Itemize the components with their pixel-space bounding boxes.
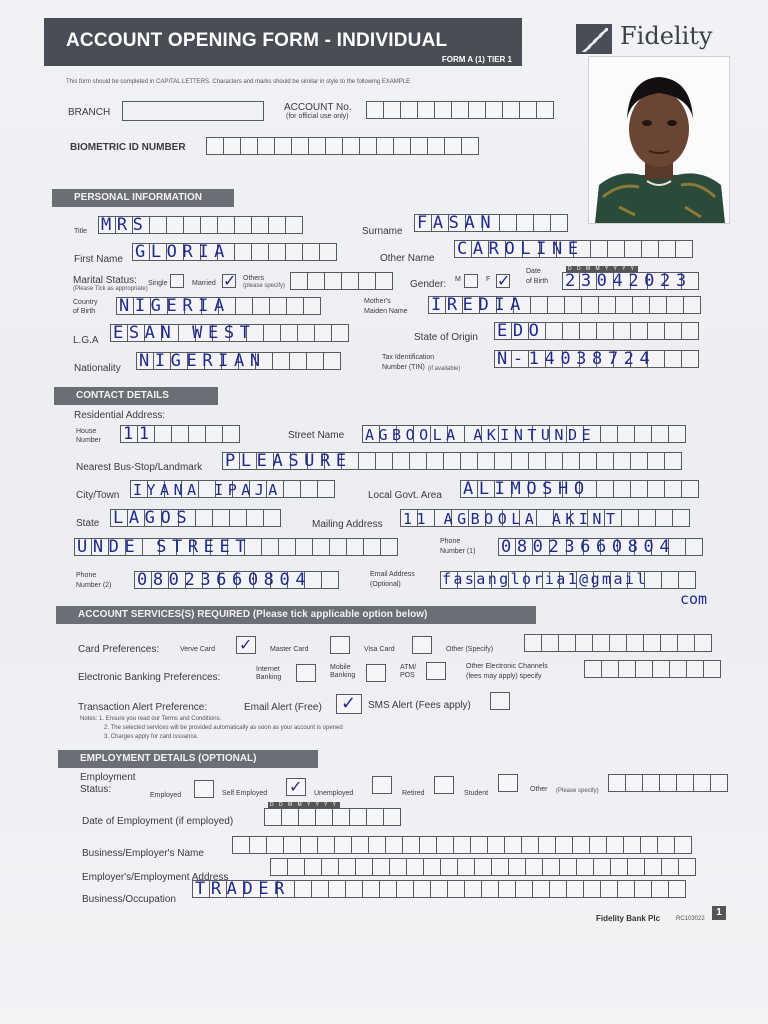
gender-label: Gender:: [410, 279, 447, 290]
origin-label: State of Origin: [414, 332, 478, 343]
master-label: Master Card: [270, 646, 309, 653]
internet-checkbox[interactable]: [296, 664, 316, 682]
title-label: Title: [74, 228, 87, 235]
retired-checkbox[interactable]: [434, 776, 454, 794]
residential-label: Residential Address:: [74, 410, 166, 421]
email-alert-label: Email Alert (Free): [244, 702, 322, 713]
lga-label: L.G.A: [73, 335, 99, 346]
state-label: State: [76, 518, 100, 529]
services-section-header: ACCOUNT SERVICES(S) REQUIRED (Please tick applicable option below): [56, 606, 536, 624]
tin-note: (if available): [428, 366, 461, 372]
lga-value: ESAN WEST: [113, 323, 256, 343]
form-title-banner: [44, 18, 522, 66]
doe-header: D D M M Y Y Y Y: [270, 802, 338, 808]
form-title: ACCOUNT OPENING FORM - INDIVIDUAL: [66, 30, 448, 51]
footer-bank: Fidelity Bank Plc: [596, 914, 661, 923]
single-label: Single: [148, 280, 168, 287]
self-employed-checkbox[interactable]: ✓: [286, 778, 306, 796]
title-value: MRS: [101, 215, 149, 235]
occupation-value: TRADER: [195, 879, 291, 899]
house-value: 11: [123, 424, 155, 444]
phone2-label-1: Phone: [76, 572, 97, 579]
fidelity-mark-icon: [576, 24, 612, 54]
self-employed-label: Self Employed: [222, 790, 268, 797]
retired-label: Retired: [402, 790, 425, 797]
country-label-1: Country: [73, 299, 98, 306]
atm-checkbox[interactable]: [426, 662, 446, 680]
doe-boxes[interactable]: [264, 808, 400, 826]
branch-field[interactable]: [122, 101, 264, 121]
surname-label: Surname: [362, 226, 403, 237]
atm-label: ATM/ POS: [400, 664, 417, 679]
employer-name-boxes[interactable]: [232, 836, 691, 854]
biometric-boxes[interactable]: [206, 137, 478, 155]
visa-checkbox[interactable]: [412, 636, 432, 654]
surname-value: FASAN: [417, 213, 497, 233]
employed-checkbox[interactable]: [194, 780, 214, 798]
contact-lga-value: ALIMOSHO: [463, 479, 590, 499]
gender-f-checkbox[interactable]: ✓: [497, 271, 511, 290]
gender-f-label: F: [486, 276, 491, 283]
dob-label-2: of Birth: [526, 278, 549, 285]
employer-address-label: Employer's/Employment Address: [82, 872, 229, 883]
biometric-label: BIOMETRIC ID NUMBER: [70, 142, 186, 153]
sms-alert-label: SMS Alert (Fees apply): [368, 700, 471, 711]
phone1-label-2: Number (1): [440, 548, 476, 555]
master-checkbox[interactable]: [330, 636, 350, 654]
tin-label-2: Number (TIN): [382, 364, 425, 371]
account-no-note: (for official use only): [286, 113, 349, 120]
branch-label: BRANCH: [68, 107, 111, 118]
other-card-boxes[interactable]: [524, 634, 711, 652]
mother-label-1: Mother's: [364, 298, 391, 305]
email-overflow: com: [680, 590, 708, 608]
gender-m-checkbox[interactable]: [464, 274, 478, 288]
city-value: IYANA IPAJA: [133, 481, 282, 499]
alert-label: Transaction Alert Preference:: [78, 702, 208, 713]
street-label: Street Name: [288, 430, 345, 441]
email-label-2: (Optional): [370, 581, 401, 588]
dob-header: D D M M Y Y Y Y: [568, 266, 636, 272]
employer-address-boxes[interactable]: [270, 858, 695, 876]
other-channels-boxes[interactable]: [584, 660, 720, 678]
country-value: NIGERIA: [119, 296, 230, 316]
other-card-label: Other (Specify): [446, 646, 494, 653]
tin-value: N-14038724: [497, 349, 656, 369]
first-name-label: First Name: [74, 254, 123, 265]
student-checkbox[interactable]: [498, 774, 518, 792]
account-no-boxes[interactable]: [366, 101, 553, 119]
occupation-label: Business/Occupation: [82, 894, 176, 905]
others-label: Others: [243, 275, 265, 282]
state-value: LAGOS: [113, 508, 193, 528]
services-note-2: 2. The selected services will be provided automatically as soon as your account is opened: [104, 725, 343, 731]
sms-alert-checkbox[interactable]: [490, 692, 510, 710]
bus-stop-label: Nearest Bus-Stop/Landmark: [76, 462, 203, 473]
card-pref-label: Card Preferences:: [78, 644, 160, 655]
gender-m-label: M: [455, 276, 461, 283]
email-alert-checkbox[interactable]: ✓: [336, 694, 362, 714]
mailing-value-1: 11 AGBOOLA AKINT: [403, 510, 620, 528]
brand-name: Fidelity: [620, 22, 713, 50]
nationality-label: Nationality: [74, 363, 121, 374]
contact-lga-label: Local Govt. Area: [368, 490, 442, 501]
emp-other-label: Other: [530, 786, 548, 793]
account-no-label: ACCOUNT No.: [284, 102, 352, 113]
emp-other-note: (Please specify): [556, 788, 599, 794]
mobile-label: Mobile Banking: [330, 664, 356, 679]
contact-section-header: CONTACT DETAILS: [54, 387, 218, 405]
phone2-value: 08023660804: [137, 570, 312, 590]
others-note: (please specify): [243, 283, 286, 289]
employer-name-label: Business/Employer's Name: [82, 848, 204, 859]
first-name-value: GLORIA: [135, 242, 231, 262]
page-number: 1: [712, 906, 726, 920]
unemployed-label: Unemployed: [314, 790, 354, 797]
unemployed-checkbox[interactable]: [372, 776, 392, 794]
employed-label: Employed: [150, 792, 182, 799]
phone1-value: 08023660804: [501, 537, 676, 557]
house-label-1: House: [76, 428, 97, 435]
other-name-label: Other Name: [380, 253, 435, 264]
dob-label-1: Date: [526, 268, 541, 275]
verve-checkbox[interactable]: ✓: [236, 636, 256, 654]
ebank-label: Electronic Banking Preferences:: [78, 672, 221, 683]
marital-note: (Please Tick as appropriate): [73, 286, 148, 292]
mobile-checkbox[interactable]: [366, 664, 386, 682]
emp-status-label-1: Employment: [80, 772, 136, 783]
services-note-3: 3. Charges apply for card issuance.: [104, 734, 199, 740]
email-label-1: Email Address: [370, 571, 415, 578]
other-channels-label-1: Other Electronic Channels: [466, 663, 548, 670]
phone1-label-1: Phone: [440, 538, 461, 545]
mother-value: IREDIA: [431, 295, 527, 315]
other-name-value: CAROLINE: [457, 239, 584, 259]
street-value: AGBOOLA AKINTUNDE: [365, 426, 596, 444]
form-code: FORM A (1) TIER 1: [441, 55, 512, 64]
services-note-1: Notes: 1. Ensure you read our Terms and Conditions.: [80, 716, 222, 722]
others-boxes[interactable]: [290, 272, 392, 290]
passport-photo: [588, 56, 730, 224]
instruction-text: This form should be completed in CAPITAL LETTERS. Characters and marks should be similar in style to the following EXAMPLE: [66, 79, 411, 85]
footer-rc: RC103022: [676, 916, 705, 922]
student-label: Student: [464, 790, 489, 797]
marital-label: Marital Status:: [73, 275, 137, 286]
doe-label: Date of Employment (if employed): [82, 816, 234, 827]
tin-label-1: Tax Identification: [382, 354, 435, 361]
single-checkbox[interactable]: [170, 274, 184, 288]
emp-other-boxes[interactable]: [608, 774, 727, 792]
house-label-2: Number: [76, 437, 101, 444]
origin-value: EDO: [497, 321, 545, 341]
visa-label: Visa Card: [364, 646, 395, 653]
employment-section-header: EMPLOYMENT DETAILS (OPTIONAL): [58, 750, 318, 768]
internet-label: Internet Banking: [256, 666, 282, 681]
married-checkbox[interactable]: ✓: [223, 271, 237, 290]
bus-stop-value: PLEASURE: [225, 451, 352, 471]
personal-section-header: PERSONAL INFORMATION: [52, 189, 234, 207]
phone2-label-2: Number (2): [76, 582, 112, 589]
dob-value: 23042023: [565, 271, 692, 291]
nationality-value: NIGERIAN: [139, 351, 266, 371]
emp-status-label-2: Status:: [80, 784, 112, 795]
mailing-label: Mailing Address: [312, 519, 383, 530]
mother-label-2: Maiden Name: [364, 308, 408, 315]
other-channels-label-2: (fees may apply) specify: [466, 673, 542, 680]
email-value: fasangloria1@gmail: [442, 570, 648, 588]
mailing-value-2: UNDE STREET: [77, 537, 252, 557]
verve-label: Verve Card: [180, 646, 216, 653]
city-label: City/Town: [76, 490, 120, 501]
country-label-2: of Birth: [73, 308, 96, 315]
married-label: Married: [192, 280, 216, 287]
